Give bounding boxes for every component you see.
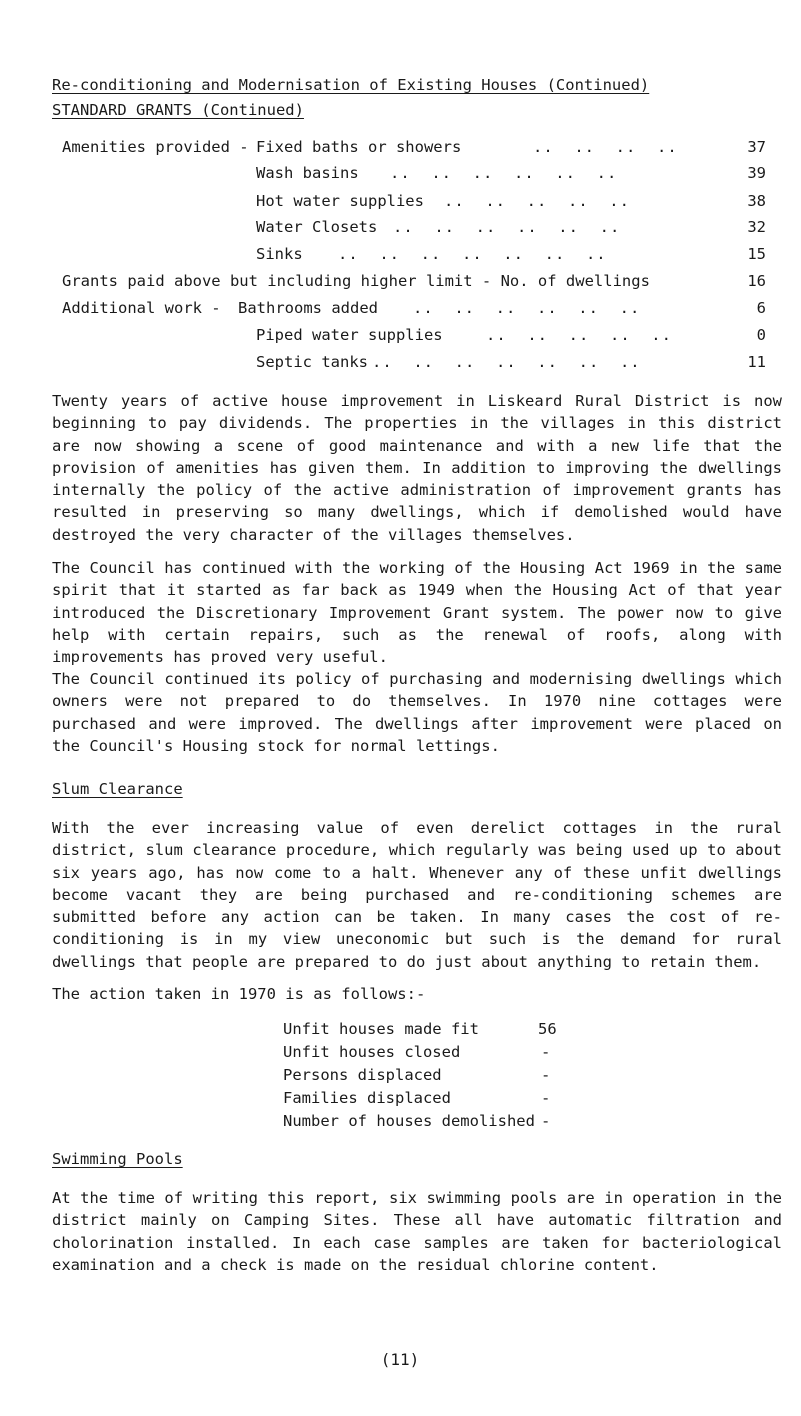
leader-dots: .. .. .. .. .. .. xyxy=(393,218,621,236)
additional-label: Septic tanks xyxy=(256,353,368,371)
swimming-heading: Swimming Pools xyxy=(52,1150,183,1168)
leader-dots: .. .. .. .. .. .. xyxy=(390,164,618,182)
leader-dots: .. .. .. .. .. .. .. xyxy=(338,245,607,263)
row-value: - xyxy=(541,1112,551,1130)
table-row xyxy=(283,1112,551,1135)
page-number: (11) xyxy=(380,1350,420,1369)
leader-dots: .. .. .. .. .. xyxy=(486,326,672,344)
leader-dots: .. .. .. .. .. .. xyxy=(413,299,641,317)
row-label: Unfit houses made fit xyxy=(283,1020,479,1038)
table-row xyxy=(283,1066,551,1089)
additional-value: 0 xyxy=(756,326,766,344)
grants-above-label: Grants paid above but including higher limit - No. of dwellings xyxy=(62,272,650,290)
row-value: 56 xyxy=(538,1020,557,1038)
amenities-prefix: Amenities provided - xyxy=(62,138,249,156)
additional-prefix: Additional work - xyxy=(62,299,221,317)
leader-dots: .. .. .. .. .. xyxy=(444,192,630,210)
additional-label: Bathrooms added xyxy=(238,299,378,317)
row-value: - xyxy=(541,1089,551,1107)
table-row xyxy=(283,1043,551,1066)
page-title: Re-conditioning and Modernisation of Existing Houses (Continued) xyxy=(52,76,650,94)
slum-action-table xyxy=(283,1020,557,1135)
row-label: Unfit houses closed xyxy=(283,1043,461,1061)
amenity-label: Sinks xyxy=(256,245,303,263)
additional-label: Piped water supplies xyxy=(256,326,443,344)
paragraph-purchasing: The Council continued its policy of purchasing and modernising dwellings which owners were not prepared to do themselves. In 1970 nine cottages were purchased and were improved. The dwellings after improvement were placed on the Council's Housing stock for normal lettings. xyxy=(52,670,782,755)
section-subtitle: STANDARD GRANTS (Continued) xyxy=(52,101,304,119)
additional-value: 11 xyxy=(747,353,766,371)
paragraph-housing-act: The Council has continued with the working of the Housing Act 1969 in the same spirit that it started as far back as 1949 when the Housing Act of that year introduced the Discretionary Improvement Grant system. The power now to give help with certain repairs, such as the renewal of roofs, along with improvements has proved very useful. xyxy=(52,559,782,667)
row-label: Families displaced xyxy=(283,1089,451,1107)
amenity-value: 39 xyxy=(747,164,766,182)
amenity-label: Wash basins xyxy=(256,164,359,182)
swimming-paragraph: At the time of writing this report, six swimming pools are in operation in the district mainly on Camping Sites. These all have automatic filtration and cholorination installed. In each case samples are taken for bacteriological examination and a check is made on the residual chlorine content. xyxy=(52,1189,782,1274)
leader-dots: .. .. .. .. .. .. .. xyxy=(372,353,641,371)
table-row xyxy=(283,1020,557,1043)
leader-dots: .. .. .. .. xyxy=(533,138,678,156)
grants-above-value: 16 xyxy=(747,272,766,290)
row-value: - xyxy=(541,1066,551,1084)
slum-paragraph: With the ever increasing value of even derelict cottages in the rural district, slum clearance procedure, which regularly was being used up to about six years ago, has now come to a halt. Whenever any of these unfit dwellings become vacant they are being purchased and re-conditioning schemes are submitted before any action can be taken. In many cases the cost of re-conditioning is in my view uneconomic but such is the demand for rural dwellings that people are prepared to do just about anything to retain them. xyxy=(52,819,782,971)
amenity-label: Water Closets xyxy=(256,218,378,236)
additional-value: 6 xyxy=(756,299,766,317)
amenity-value: 37 xyxy=(747,138,766,156)
row-value: - xyxy=(541,1043,551,1061)
amenity-label: Fixed baths or showers xyxy=(256,138,462,156)
slum-intro: The action taken in 1970 is as follows:- xyxy=(52,985,426,1003)
paragraph-improvement: Twenty years of active house improvement in Liskeard Rural District is now beginning to pay dividends. The properties in the villages in this district are now showing a scene of good maintenance and with a new life that the provision of amenities has given them. In addition to improving the dwellings internally the policy of the active administration of improvement grants has resulted in preserving so many dwellings, which if demolished would have destroyed the very character of the villages themselves. xyxy=(52,392,782,544)
amenity-label: Hot water supplies xyxy=(256,192,424,210)
table-row xyxy=(283,1089,551,1112)
amenity-value: 15 xyxy=(747,245,766,263)
amenity-value: 38 xyxy=(747,192,766,210)
amenity-value: 32 xyxy=(747,218,766,236)
slum-heading: Slum Clearance xyxy=(52,780,183,798)
row-label: Persons displaced xyxy=(283,1066,442,1084)
row-label: Number of houses demolished xyxy=(283,1112,535,1130)
